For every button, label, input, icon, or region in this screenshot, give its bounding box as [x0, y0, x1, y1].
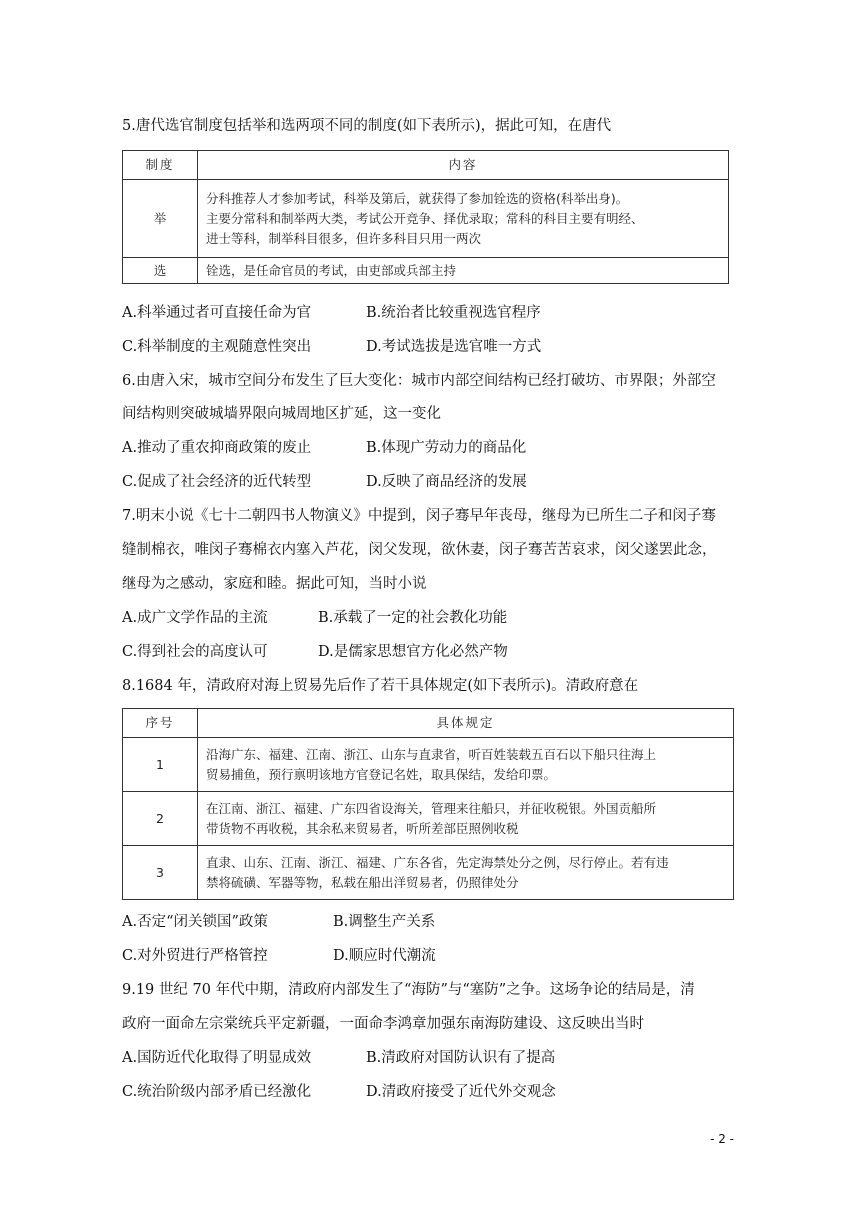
- q8-stem: 8.1684 年，清政府对海上贸易先后作了若干具体规定(如下表所示)。清政府意在: [122, 678, 639, 694]
- q6-option-b[interactable]: B.体现广劳动力的商品化: [366, 440, 527, 456]
- q5-header-system: 制度: [123, 151, 198, 180]
- q8-option-d[interactable]: D.顺应时代潮流: [333, 948, 436, 964]
- q7-option-a[interactable]: A.成广文学作品的主流: [122, 610, 268, 626]
- q5-row-content: [198, 180, 729, 258]
- q8-row-content: [198, 792, 734, 846]
- q9-stem-line: 政府一面命左宗棠统兵平定新疆，一面命李鸿章加强东南海防建设、这反映出当时: [122, 1016, 644, 1032]
- q5-option-a[interactable]: A.科举通过者可直接任命为官: [122, 305, 312, 321]
- q8-option-a[interactable]: A.否定“闭关锁国”政策: [122, 914, 268, 930]
- q6-option-a[interactable]: A.推动了重农抑商政策的废止: [122, 440, 312, 456]
- q6-option-d[interactable]: D.反映了商品经济的发展: [366, 474, 527, 490]
- q9-option-c[interactable]: C.统治阶级内部矛盾已经激化: [122, 1084, 312, 1100]
- q7-stem-line: 7.明末小说《七十二朝四书人物演义》中提到，闵子骞早年丧母，继母为已所生二子和闵子骞: [122, 508, 716, 524]
- q8-table: [122, 708, 734, 900]
- q8-header-rule: 具体规定: [198, 709, 734, 738]
- q8-row-number: 3: [123, 846, 198, 900]
- q5-stem: 5.唐代选官制度包括举和选两项不同的制度(如下表所示)，据此可知，在唐代: [122, 118, 612, 134]
- q8-row1-line: 贸易捕鱼，预行禀明该地方官登记名姓，取具保结，发给印票。: [206, 766, 557, 782]
- q5-option-d[interactable]: D.考试选拔是选官唯一方式: [366, 339, 542, 355]
- q7-option-d[interactable]: D.是儒家思想官方化必然产物: [318, 644, 508, 660]
- q8-option-c[interactable]: C.对外贸进行严格管控: [122, 948, 268, 964]
- q5-row1-line: 主要分常科和制举两大类，考试公开竞争、择优录取；常科的科目主要有明经、: [206, 210, 644, 226]
- q8-row3-line: 直隶、山东、江南、浙江、福建、广东各省，先定海禁处分之例，尽行停止。若有违: [206, 854, 669, 870]
- q5-row-label: 选: [123, 258, 198, 284]
- q5-row-label: 举: [123, 180, 198, 258]
- q7-option-b[interactable]: B.承载了一定的社会教化功能: [318, 610, 508, 626]
- q9-option-d[interactable]: D.清政府接受了近代外交观念: [366, 1084, 556, 1100]
- q5-table: [122, 150, 729, 284]
- q7-stem-line: 继母为之感动，家庭和睦。据此可知，当时小说: [122, 576, 427, 592]
- q6-stem-line: 6.由唐入宋，城市空间分布发生了巨大变化：城市内部空间结构已经打破坊、市界限；外部空: [122, 373, 716, 389]
- q8-header-number: 序号: [123, 709, 198, 738]
- q9-option-a[interactable]: A.国防近代化取得了明显成效: [122, 1050, 312, 1066]
- q8-row-number: 2: [123, 792, 198, 846]
- q7-option-c[interactable]: C.得到社会的高度认可: [122, 644, 268, 660]
- page-number: - 2 -: [710, 1132, 734, 1146]
- q8-row2-line: 在江南、浙江、福建、广东四省设海关，管理来往船只，并征收税银。外国贡船所: [206, 800, 657, 816]
- q5-row1-line: 进士等科，制举科目很多，但许多科目只用一两次: [206, 230, 482, 246]
- q8-row3-line: 禁将硫磺、军器等物，私载在船出洋贸易者，仍照律处分: [206, 874, 519, 890]
- q8-row1-line: 沿海广东、福建、江南、浙江、山东与直隶省，听百姓装载五百石以下船只往海上: [206, 746, 657, 762]
- q8-row2-line: 带货物不再收税，其余私来贸易者，听所差部臣照例收税: [206, 820, 519, 836]
- q5-row1-line: 分科推荐人才参加考试，科举及第后，就获得了参加铨选的资格(科举出身)。: [206, 190, 629, 206]
- q8-row-content: [198, 846, 734, 900]
- q9-option-b[interactable]: B.清政府对国防认识有了提高: [366, 1050, 556, 1066]
- q8-row-content: [198, 738, 734, 792]
- q9-stem-line: 9.19 世纪 70 年代中期，清政府内部发生了“海防”与“塞防”之争。这场争论的结局是，清: [122, 982, 695, 998]
- q5-option-b[interactable]: B.统治者比较重视选官程序: [366, 305, 541, 321]
- q7-stem-line: 缝制棉衣，唯闵子骞棉衣内塞入芦花，闵父发现，欲休妻，闵子骞苦苦哀求，闵父遂罢此念，: [122, 542, 717, 558]
- q8-option-b[interactable]: B.调整生产关系: [333, 914, 436, 930]
- q5-header-content: 内容: [198, 151, 729, 180]
- q5-row2-line: 铨选，是任命官员的考试，由吏部或兵部主持: [206, 262, 457, 278]
- q6-stem-line: 间结构则突破城墙界限向城周地区扩延，这一变化: [122, 406, 441, 422]
- q5-option-c[interactable]: C.科举制度的主观随意性突出: [122, 339, 312, 355]
- q8-row-number: 1: [123, 738, 198, 792]
- q5-row-content: [198, 258, 729, 284]
- q6-option-c[interactable]: C.促成了社会经济的近代转型: [122, 474, 312, 490]
